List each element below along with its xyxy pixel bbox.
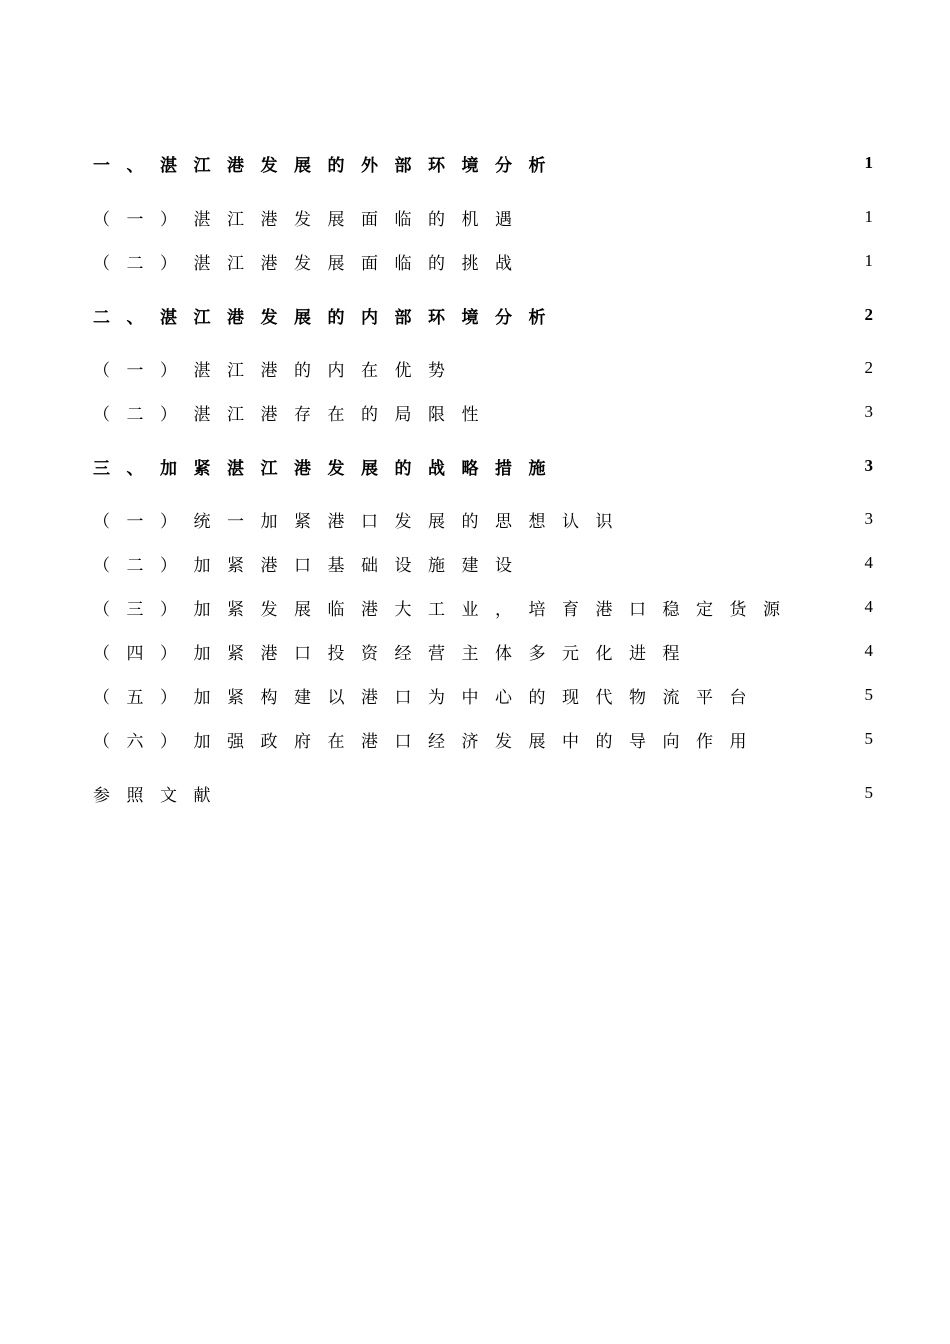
toc-dot-leader — [765, 725, 847, 753]
toc-entry-section-3-3[interactable] — [93, 593, 873, 621]
toc-entry-title: 一、湛江港发展的外部环境分析 — [93, 155, 562, 176]
toc-entry-section-3-5[interactable] — [93, 681, 873, 709]
toc-dot-leader — [464, 354, 848, 382]
toc-page-number: 5 — [864, 729, 873, 748]
toc-entry-section-1-2[interactable] — [93, 247, 873, 275]
toc-page-number: 3 — [864, 402, 873, 421]
toc-entry-section-2[interactable] — [93, 301, 873, 329]
toc-entry-section-2-1[interactable] — [93, 354, 873, 382]
toc-page-number: 2 — [864, 305, 873, 324]
toc-entry-title: （二）湛江港存在的局限性 — [93, 404, 495, 425]
toc-page-number: 4 — [864, 597, 873, 616]
toc-page-number: 1 — [864, 153, 873, 172]
toc-entry-section-3-4[interactable] — [93, 637, 873, 665]
toc-entry-title: （二）湛江港发展面临的挑战 — [93, 253, 529, 274]
toc-entry-section-2-2[interactable] — [93, 398, 873, 426]
toc-page-number: 3 — [864, 509, 873, 528]
toc-dot-leader — [531, 549, 848, 577]
toc-dot-leader — [531, 247, 848, 275]
toc-entry-section-3-6[interactable] — [93, 725, 873, 753]
toc-entry-title: （四）加紧港口投资经营主体多元化进程 — [93, 643, 696, 664]
toc-entry-title: （六）加强政府在港口经济发展中的导向作用 — [93, 731, 763, 752]
toc-entry-title: （三）加紧发展临港大工业，培育港口稳定货源 — [93, 599, 797, 620]
toc-page-number: 2 — [864, 358, 873, 377]
toc-dot-leader — [497, 398, 847, 426]
toc-entry-title: （二）加紧港口基础设施建设 — [93, 555, 529, 576]
toc-page-number: 1 — [864, 207, 873, 226]
toc-entry-title: （一）湛江港的内在优势 — [93, 360, 462, 381]
toc-entry-title: 三、加紧湛江港发展的战略措施 — [93, 458, 562, 479]
toc-entry-title: （一）湛江港发展面临的机遇 — [93, 209, 529, 230]
toc-entry-references[interactable] — [93, 779, 873, 807]
toc-entry-section-3[interactable] — [93, 452, 873, 480]
toc-page-number: 4 — [864, 553, 873, 572]
toc-entry-title: （五）加紧构建以港口为中心的现代物流平台 — [93, 687, 763, 708]
toc-entry-section-1[interactable] — [93, 149, 873, 177]
toc-entry-section-3-1[interactable] — [93, 505, 873, 533]
toc-entry-section-1-1[interactable] — [93, 203, 873, 231]
toc-dot-leader — [564, 452, 847, 480]
toc-dot-leader — [531, 203, 848, 231]
toc-dot-leader — [631, 505, 847, 533]
toc-page-number: 5 — [864, 685, 873, 704]
toc-entry-section-3-2[interactable] — [93, 549, 873, 577]
toc-entry-title: 二、湛江港发展的内部环境分析 — [93, 307, 562, 328]
toc-page-number: 5 — [864, 783, 873, 802]
toc-page-number: 1 — [864, 251, 873, 270]
toc-page-number: 4 — [864, 641, 873, 660]
toc-entry-title: （一）统一加紧港口发展的思想认识 — [93, 511, 629, 532]
toc-dot-leader — [698, 637, 847, 665]
toc-dot-leader — [799, 593, 848, 621]
toc-dot-leader — [765, 681, 847, 709]
toc-entry-title: 参照文献 — [93, 785, 227, 806]
toc-page-number: 3 — [864, 456, 873, 475]
toc-dot-leader — [564, 301, 847, 329]
toc-dot-leader — [564, 149, 847, 177]
toc-dot-leader — [229, 779, 847, 807]
